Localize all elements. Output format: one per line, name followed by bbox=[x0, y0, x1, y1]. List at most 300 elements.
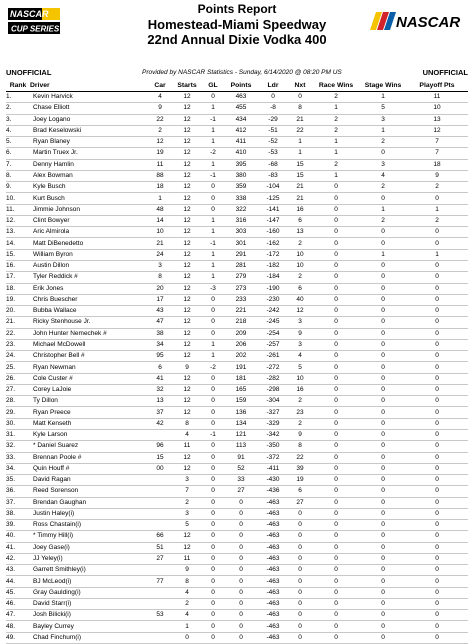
cell-car: 2 bbox=[148, 125, 172, 136]
cell-rank: 45. bbox=[6, 587, 30, 598]
cell-driver: Brennan Poole # bbox=[30, 452, 148, 463]
cell-stage-wins: 0 bbox=[360, 328, 406, 339]
cell-playoff-pts: 0 bbox=[406, 542, 468, 553]
cell-race-wins: 0 bbox=[312, 621, 360, 632]
cell-points: 159 bbox=[224, 396, 258, 407]
cell-ldr: -463 bbox=[258, 542, 288, 553]
cell-driver: Michael McDowell bbox=[30, 339, 148, 350]
cell-race-wins: 0 bbox=[312, 283, 360, 294]
cell-points: 281 bbox=[224, 260, 258, 271]
table-row bbox=[6, 610, 468, 621]
cell-points: 134 bbox=[224, 418, 258, 429]
cell-car: 27 bbox=[148, 553, 172, 564]
cell-starts: 12 bbox=[172, 463, 202, 474]
cell-ldr: -141 bbox=[258, 204, 288, 215]
cell-gl: 1 bbox=[202, 215, 224, 226]
cell-starts: 12 bbox=[172, 92, 202, 103]
cell-starts: 0 bbox=[172, 632, 202, 643]
cell-playoff-pts: 1 bbox=[406, 249, 468, 260]
cell-car: 51 bbox=[148, 542, 172, 553]
cell-driver: Aric Almirola bbox=[30, 227, 148, 238]
cell-points: 410 bbox=[224, 148, 258, 159]
cell-nxt: 15 bbox=[288, 170, 312, 181]
cell-gl: 0 bbox=[202, 610, 224, 621]
cell-ldr: -463 bbox=[258, 508, 288, 519]
cell-ldr: -29 bbox=[258, 114, 288, 125]
cell-race-wins: 0 bbox=[312, 272, 360, 283]
cell-stage-wins: 0 bbox=[360, 283, 406, 294]
cell-race-wins: 0 bbox=[312, 452, 360, 463]
cell-gl: 0 bbox=[202, 475, 224, 486]
cell-nxt: 1 bbox=[288, 148, 312, 159]
cell-race-wins: 0 bbox=[312, 384, 360, 395]
cell-car: 32 bbox=[148, 384, 172, 395]
cell-rank: 37. bbox=[6, 497, 30, 508]
cell-car: 1 bbox=[148, 193, 172, 204]
cell-driver: Erik Jones bbox=[30, 283, 148, 294]
cell-nxt: 0 bbox=[288, 598, 312, 609]
cell-race-wins: 1 bbox=[312, 103, 360, 114]
cell-race-wins: 0 bbox=[312, 610, 360, 621]
col-header-race-wins: Race Wins bbox=[312, 80, 360, 92]
cell-driver: Josh Bilicki(i) bbox=[30, 610, 148, 621]
cell-car: 18 bbox=[148, 182, 172, 193]
cell-playoff-pts: 0 bbox=[406, 317, 468, 328]
cell-starts: 12 bbox=[172, 249, 202, 260]
cell-playoff-pts: 0 bbox=[406, 632, 468, 643]
table-row bbox=[6, 339, 468, 350]
cell-car: 34 bbox=[148, 339, 172, 350]
cell-stage-wins: 0 bbox=[360, 452, 406, 463]
table-row bbox=[6, 542, 468, 553]
cell-playoff-pts: 0 bbox=[406, 396, 468, 407]
cell-starts: 12 bbox=[172, 227, 202, 238]
cell-gl: 0 bbox=[202, 92, 224, 103]
cell-stage-wins: 0 bbox=[360, 508, 406, 519]
cell-stage-wins: 0 bbox=[360, 610, 406, 621]
cell-car bbox=[148, 587, 172, 598]
cell-race-wins: 0 bbox=[312, 565, 360, 576]
cell-stage-wins: 0 bbox=[360, 272, 406, 283]
cell-race-wins: 0 bbox=[312, 598, 360, 609]
cell-stage-wins: 0 bbox=[360, 193, 406, 204]
table-row bbox=[6, 351, 468, 362]
cell-race-wins: 0 bbox=[312, 418, 360, 429]
cell-gl: 0 bbox=[202, 384, 224, 395]
cell-driver: Chase Elliott bbox=[30, 103, 148, 114]
cell-stage-wins: 2 bbox=[360, 182, 406, 193]
cell-ldr: -257 bbox=[258, 339, 288, 350]
cell-race-wins: 2 bbox=[312, 92, 360, 103]
table-row bbox=[6, 486, 468, 497]
cell-stage-wins: 2 bbox=[360, 215, 406, 226]
cell-starts: 12 bbox=[172, 103, 202, 114]
cell-ldr: -304 bbox=[258, 396, 288, 407]
cell-gl: 0 bbox=[202, 294, 224, 305]
cell-race-wins: 0 bbox=[312, 204, 360, 215]
cell-gl: 0 bbox=[202, 587, 224, 598]
cell-race-wins: 0 bbox=[312, 227, 360, 238]
cell-race-wins: 0 bbox=[312, 182, 360, 193]
cell-race-wins: 0 bbox=[312, 576, 360, 587]
cell-race-wins: 0 bbox=[312, 508, 360, 519]
table-row bbox=[6, 306, 468, 317]
cell-race-wins: 0 bbox=[312, 373, 360, 384]
cell-driver: Denny Hamlin bbox=[30, 159, 148, 170]
cell-playoff-pts: 0 bbox=[406, 565, 468, 576]
cell-nxt: 8 bbox=[288, 441, 312, 452]
cell-rank: 2. bbox=[6, 103, 30, 114]
cell-rank: 11. bbox=[6, 204, 30, 215]
cell-rank: 29. bbox=[6, 407, 30, 418]
cell-ldr: -463 bbox=[258, 520, 288, 531]
cell-starts: 12 bbox=[172, 452, 202, 463]
cell-playoff-pts: 0 bbox=[406, 227, 468, 238]
cell-car: 53 bbox=[148, 610, 172, 621]
cell-points: 322 bbox=[224, 204, 258, 215]
cell-driver: Kevin Harvick bbox=[30, 92, 148, 103]
cell-nxt: 3 bbox=[288, 317, 312, 328]
nascar-logo-text: NASCAR bbox=[396, 14, 461, 31]
cell-points: 202 bbox=[224, 351, 258, 362]
cell-nxt: 2 bbox=[288, 418, 312, 429]
cell-ldr: -8 bbox=[258, 103, 288, 114]
table-row bbox=[6, 396, 468, 407]
cell-rank: 5. bbox=[6, 137, 30, 148]
col-header-starts: Starts bbox=[172, 80, 202, 92]
cell-car: 14 bbox=[148, 215, 172, 226]
cell-stage-wins: 0 bbox=[360, 407, 406, 418]
cell-rank: 49. bbox=[6, 632, 30, 643]
cell-ldr: -327 bbox=[258, 407, 288, 418]
cell-driver: David Ragan bbox=[30, 475, 148, 486]
cell-race-wins: 0 bbox=[312, 238, 360, 249]
table-row bbox=[6, 238, 468, 249]
cell-starts: 12 bbox=[172, 283, 202, 294]
cell-points: 0 bbox=[224, 632, 258, 643]
cell-driver: * Timmy Hill(i) bbox=[30, 531, 148, 542]
cell-gl: 0 bbox=[202, 531, 224, 542]
cell-car: 10 bbox=[148, 227, 172, 238]
cell-car bbox=[148, 565, 172, 576]
cell-nxt: 10 bbox=[288, 373, 312, 384]
cell-starts: 12 bbox=[172, 531, 202, 542]
provided-by-text: Provided by NASCAR Statistics - Sunday, 6/14/2020 @ 08:20 PM US bbox=[142, 69, 342, 76]
cell-starts: 11 bbox=[172, 553, 202, 564]
cell-ldr: -51 bbox=[258, 125, 288, 136]
cell-car bbox=[148, 598, 172, 609]
cell-nxt: 12 bbox=[288, 306, 312, 317]
cell-gl: 0 bbox=[202, 306, 224, 317]
cell-playoff-pts: 1 bbox=[406, 204, 468, 215]
cell-driver: Austin Dillon bbox=[30, 260, 148, 271]
cell-gl: -1 bbox=[202, 429, 224, 440]
cell-ldr: -463 bbox=[258, 587, 288, 598]
track-name: Homestead-Miami Speedway bbox=[147, 17, 327, 32]
table-row bbox=[6, 497, 468, 508]
cell-stage-wins: 0 bbox=[360, 621, 406, 632]
table-row bbox=[6, 553, 468, 564]
cell-points: 91 bbox=[224, 452, 258, 463]
cell-car bbox=[148, 497, 172, 508]
cell-rank: 22. bbox=[6, 328, 30, 339]
cell-car: 17 bbox=[148, 294, 172, 305]
cell-starts: 9 bbox=[172, 362, 202, 373]
cell-nxt: 0 bbox=[288, 632, 312, 643]
cell-gl: 0 bbox=[202, 553, 224, 564]
cell-gl: 0 bbox=[202, 373, 224, 384]
cell-points: 0 bbox=[224, 565, 258, 576]
cell-nxt: 9 bbox=[288, 429, 312, 440]
cell-playoff-pts: 0 bbox=[406, 520, 468, 531]
cell-race-wins: 0 bbox=[312, 306, 360, 317]
cell-race-wins: 0 bbox=[312, 193, 360, 204]
cell-stage-wins: 0 bbox=[360, 587, 406, 598]
cell-driver: Tyler Reddick # bbox=[30, 272, 148, 283]
cell-starts: 3 bbox=[172, 508, 202, 519]
table-row bbox=[6, 576, 468, 587]
cell-car bbox=[148, 429, 172, 440]
cell-stage-wins: 0 bbox=[360, 486, 406, 497]
cell-points: 0 bbox=[224, 621, 258, 632]
cell-ldr: -172 bbox=[258, 249, 288, 260]
cell-stage-wins: 0 bbox=[360, 531, 406, 542]
cell-points: 136 bbox=[224, 407, 258, 418]
cell-race-wins: 0 bbox=[312, 429, 360, 440]
cell-stage-wins: 0 bbox=[360, 542, 406, 553]
col-header-nxt: Nxt bbox=[288, 80, 312, 92]
cell-driver: David Starr(i) bbox=[30, 598, 148, 609]
cell-rank: 28. bbox=[6, 396, 30, 407]
cell-ldr: -463 bbox=[258, 531, 288, 542]
table-row bbox=[6, 103, 468, 114]
cell-playoff-pts: 0 bbox=[406, 238, 468, 249]
cell-gl: 1 bbox=[202, 227, 224, 238]
cell-ldr: -261 bbox=[258, 351, 288, 362]
cell-car: 13 bbox=[148, 396, 172, 407]
cell-stage-wins: 0 bbox=[360, 362, 406, 373]
cell-rank: 21. bbox=[6, 317, 30, 328]
cell-ldr: -125 bbox=[258, 193, 288, 204]
cell-points: 113 bbox=[224, 441, 258, 452]
cell-playoff-pts: 0 bbox=[406, 260, 468, 271]
table-row bbox=[6, 137, 468, 148]
cell-points: 27 bbox=[224, 486, 258, 497]
cell-ldr: -254 bbox=[258, 328, 288, 339]
cell-stage-wins: 1 bbox=[360, 125, 406, 136]
cell-stage-wins: 0 bbox=[360, 238, 406, 249]
cell-playoff-pts: 7 bbox=[406, 148, 468, 159]
cell-points: 233 bbox=[224, 294, 258, 305]
cell-gl: 1 bbox=[202, 103, 224, 114]
cell-rank: 46. bbox=[6, 598, 30, 609]
cell-starts: 12 bbox=[172, 306, 202, 317]
cell-driver: Joey Gase(i) bbox=[30, 542, 148, 553]
cell-starts: 4 bbox=[172, 587, 202, 598]
cell-race-wins: 0 bbox=[312, 542, 360, 553]
cell-starts: 7 bbox=[172, 486, 202, 497]
table-row bbox=[6, 429, 468, 440]
table-row bbox=[6, 193, 468, 204]
cell-starts: 12 bbox=[172, 384, 202, 395]
cell-driver: Ross Chastain(i) bbox=[30, 520, 148, 531]
cell-stage-wins: 0 bbox=[360, 429, 406, 440]
cell-rank: 31. bbox=[6, 429, 30, 440]
cell-stage-wins: 1 bbox=[360, 204, 406, 215]
cell-starts: 8 bbox=[172, 576, 202, 587]
cell-ldr: -162 bbox=[258, 238, 288, 249]
cell-ldr: -272 bbox=[258, 362, 288, 373]
cell-playoff-pts: 2 bbox=[406, 215, 468, 226]
cell-car: 43 bbox=[148, 306, 172, 317]
cell-ldr: -160 bbox=[258, 227, 288, 238]
cell-race-wins: 0 bbox=[312, 396, 360, 407]
cell-starts: 12 bbox=[172, 159, 202, 170]
cell-nxt: 21 bbox=[288, 114, 312, 125]
cell-points: 273 bbox=[224, 283, 258, 294]
cell-gl: -2 bbox=[202, 362, 224, 373]
cell-race-wins: 0 bbox=[312, 520, 360, 531]
cell-car bbox=[148, 621, 172, 632]
cell-race-wins: 0 bbox=[312, 328, 360, 339]
cell-ldr: -298 bbox=[258, 384, 288, 395]
cell-starts: 12 bbox=[172, 294, 202, 305]
cell-playoff-pts: 0 bbox=[406, 429, 468, 440]
cell-driver: Jimmie Johnson bbox=[30, 204, 148, 215]
table-row bbox=[6, 407, 468, 418]
cell-rank: 24. bbox=[6, 351, 30, 362]
table-row bbox=[6, 587, 468, 598]
cell-nxt: 1 bbox=[288, 137, 312, 148]
cell-nxt: 27 bbox=[288, 497, 312, 508]
subheader-row bbox=[6, 68, 468, 79]
cell-gl: 1 bbox=[202, 272, 224, 283]
cell-starts: 12 bbox=[172, 317, 202, 328]
cell-stage-wins: 0 bbox=[360, 418, 406, 429]
cell-rank: 13. bbox=[6, 227, 30, 238]
cell-ldr: -147 bbox=[258, 215, 288, 226]
cell-ldr: -463 bbox=[258, 621, 288, 632]
cell-nxt: 0 bbox=[288, 508, 312, 519]
cell-starts: 12 bbox=[172, 204, 202, 215]
cell-gl: 0 bbox=[202, 182, 224, 193]
points-table bbox=[6, 80, 468, 644]
cell-playoff-pts: 0 bbox=[406, 272, 468, 283]
cell-starts: 12 bbox=[172, 238, 202, 249]
cell-points: 434 bbox=[224, 114, 258, 125]
cell-rank: 43. bbox=[6, 565, 30, 576]
cell-gl: -1 bbox=[202, 170, 224, 181]
cell-nxt: 0 bbox=[288, 621, 312, 632]
cell-race-wins: 0 bbox=[312, 553, 360, 564]
unofficial-label-left: UNOFFICIAL bbox=[6, 68, 52, 77]
cell-ldr: -342 bbox=[258, 429, 288, 440]
table-row bbox=[6, 249, 468, 260]
cell-rank: 7. bbox=[6, 159, 30, 170]
cell-race-wins: 2 bbox=[312, 114, 360, 125]
cell-nxt: 22 bbox=[288, 125, 312, 136]
cell-driver: Chris Buescher bbox=[30, 294, 148, 305]
cell-points: 0 bbox=[224, 497, 258, 508]
cell-points: 191 bbox=[224, 362, 258, 373]
cell-rank: 10. bbox=[6, 193, 30, 204]
cell-playoff-pts: 0 bbox=[406, 587, 468, 598]
cell-rank: 3. bbox=[6, 114, 30, 125]
cell-points: 0 bbox=[224, 508, 258, 519]
cell-stage-wins: 3 bbox=[360, 114, 406, 125]
table-row bbox=[6, 328, 468, 339]
cell-ldr: -411 bbox=[258, 463, 288, 474]
cell-stage-wins: 0 bbox=[360, 339, 406, 350]
cell-car: 12 bbox=[148, 137, 172, 148]
logo-nascar-text: NASCAR bbox=[10, 9, 49, 19]
cell-nxt: 22 bbox=[288, 452, 312, 463]
cell-nxt: 40 bbox=[288, 294, 312, 305]
cell-starts: 5 bbox=[172, 520, 202, 531]
cell-playoff-pts: 11 bbox=[406, 92, 468, 103]
cell-driver: Brad Keselowski bbox=[30, 125, 148, 136]
cell-ldr: -463 bbox=[258, 553, 288, 564]
cell-starts: 3 bbox=[172, 475, 202, 486]
cell-points: 303 bbox=[224, 227, 258, 238]
cell-starts: 12 bbox=[172, 272, 202, 283]
cell-car: 21 bbox=[148, 238, 172, 249]
table-row bbox=[6, 294, 468, 305]
table-row bbox=[6, 182, 468, 193]
cell-driver: Matt DiBenedetto bbox=[30, 238, 148, 249]
cell-rank: 34. bbox=[6, 463, 30, 474]
cell-stage-wins: 0 bbox=[360, 463, 406, 474]
cell-starts: 12 bbox=[172, 148, 202, 159]
cell-ldr: -182 bbox=[258, 260, 288, 271]
cell-driver: Garrett Smithley(i) bbox=[30, 565, 148, 576]
cell-nxt: 8 bbox=[288, 103, 312, 114]
cell-gl: 0 bbox=[202, 520, 224, 531]
cell-points: 316 bbox=[224, 215, 258, 226]
col-header-ldr: Ldr bbox=[258, 80, 288, 92]
cell-playoff-pts: 0 bbox=[406, 621, 468, 632]
cell-nxt: 5 bbox=[288, 362, 312, 373]
col-header-gl: GL bbox=[202, 80, 224, 92]
cell-rank: 18. bbox=[6, 283, 30, 294]
page-title: Points Report bbox=[197, 2, 277, 16]
cell-stage-wins: 0 bbox=[360, 553, 406, 564]
cell-ldr: -463 bbox=[258, 565, 288, 576]
cell-race-wins: 0 bbox=[312, 632, 360, 643]
cell-playoff-pts: 0 bbox=[406, 418, 468, 429]
cell-starts: 12 bbox=[172, 114, 202, 125]
cell-rank: 33. bbox=[6, 452, 30, 463]
cell-rank: 27. bbox=[6, 384, 30, 395]
cell-ldr: 0 bbox=[258, 92, 288, 103]
cell-race-wins: 0 bbox=[312, 531, 360, 542]
cell-gl: 0 bbox=[202, 508, 224, 519]
cell-stage-wins: 0 bbox=[360, 632, 406, 643]
cell-driver: JJ Yeley(i) bbox=[30, 553, 148, 564]
cell-rank: 25. bbox=[6, 362, 30, 373]
cell-race-wins: 0 bbox=[312, 407, 360, 418]
table-row bbox=[6, 621, 468, 632]
cell-car: 48 bbox=[148, 204, 172, 215]
cell-car: 6 bbox=[148, 362, 172, 373]
cell-points: 359 bbox=[224, 182, 258, 193]
cell-ldr: -245 bbox=[258, 317, 288, 328]
cell-nxt: 3 bbox=[288, 339, 312, 350]
race-name: 22nd Annual Dixie Vodka 400 bbox=[147, 32, 327, 47]
cell-playoff-pts: 0 bbox=[406, 193, 468, 204]
cell-starts: 12 bbox=[172, 125, 202, 136]
cell-rank: 42. bbox=[6, 553, 30, 564]
